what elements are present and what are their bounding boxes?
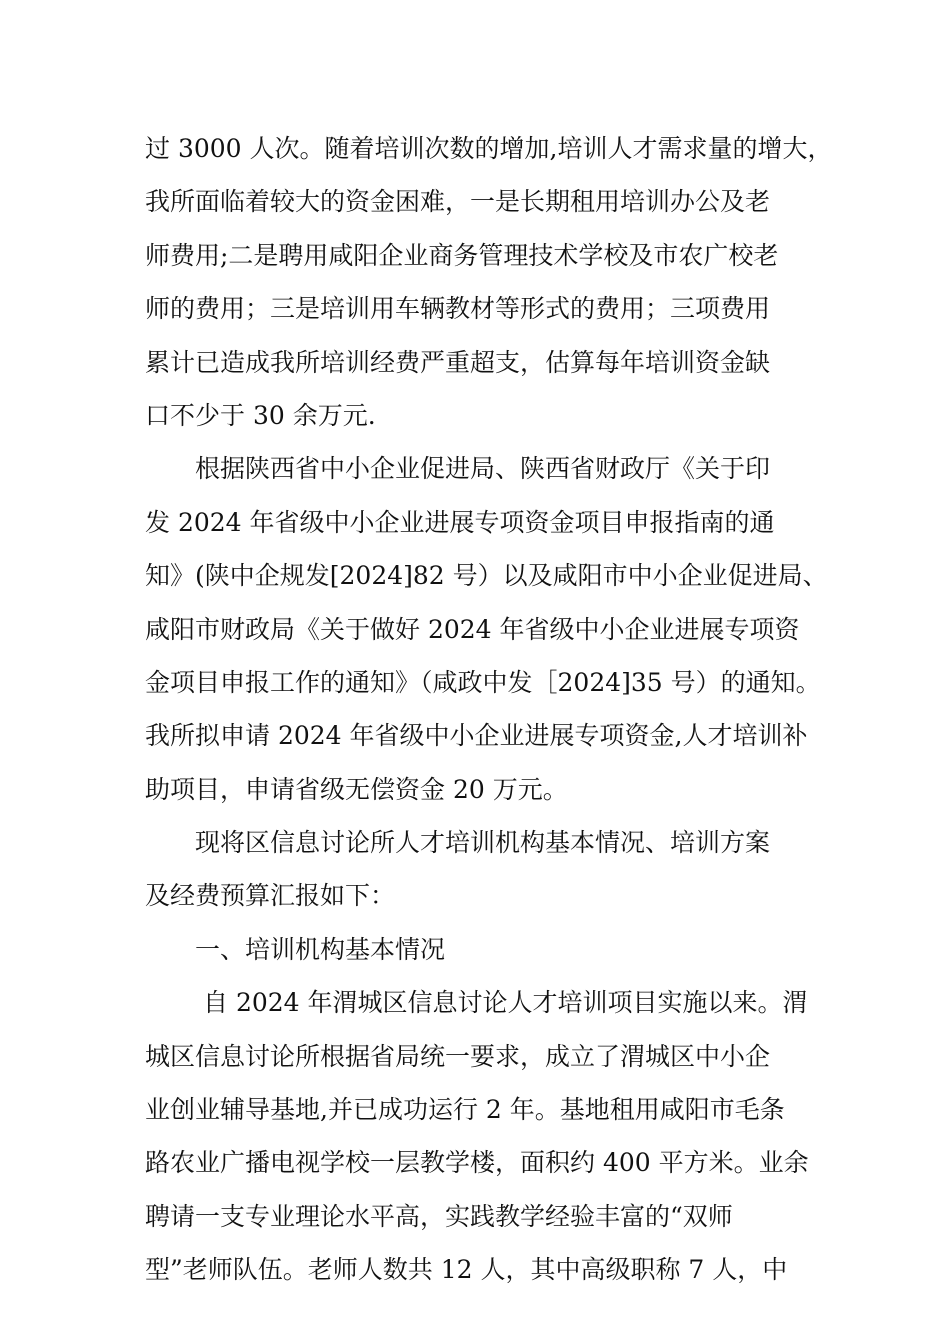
text-line: 聘请一支专业理论水平高，实践教学经验丰富的“双师 xyxy=(145,1201,733,1231)
document-body xyxy=(145,127,845,1302)
section-heading: 一、培训机构基本情况 xyxy=(195,934,446,964)
text-line: 路农业广播电视学校一层教学楼，面积约 400 平方米。业余 xyxy=(145,1148,809,1178)
paragraph-first-line: 根据陕西省中小企业促进局、陕西省财政厅《关于印 xyxy=(195,454,771,484)
text-line: 我所拟申请 2024 年省级中小企业进展专项资金,人才培训补 xyxy=(145,721,808,751)
text-line: 师费用;二是聘用咸阳企业商务管理技术学校及市农广校老 xyxy=(145,240,779,270)
text-line: 师的费用；三是培训用车辆教材等形式的费用；三项费用 xyxy=(145,294,771,324)
text-line: 金项目申报工作的通知》（咸政中发［2024]35 号）的通知。 xyxy=(145,667,821,697)
text-line: 型”老师队伍。老师人数共 12 人，其中高级职称 7 人，中 xyxy=(145,1255,788,1285)
text-line: 城区信息讨论所根据省局统一要求，成立了渭城区中小企 xyxy=(145,1041,771,1071)
text-line: 发 2024 年省级中小企业进展专项资金项目申报指南的通 xyxy=(145,507,775,537)
text-line: 知》(陕中企规发[2024]82 号）以及咸阳市中小企业促进局、 xyxy=(145,561,828,591)
text-line: 过 3000 人次。随着培训次数的增加,培训人才需求量的增大， xyxy=(145,134,833,163)
text-line: 累计已造成我所培训经费严重超支，估算每年培训资金缺 xyxy=(145,347,771,377)
text-line: 业创业辅导基地,并已成功运行 2 年。基地租用咸阳市毛条 xyxy=(145,1095,785,1125)
paragraph-first-line: 现将区信息讨论所人才培训机构基本情况、培训方案 xyxy=(195,828,771,858)
text-line: 咸阳市财政局《关于做好 2024 年省级中小企业进展专项资 xyxy=(145,614,800,644)
paragraph-first-line: 自 2024 年渭城区信息讨论人才培训项目实施以来。渭 xyxy=(203,988,808,1018)
text-line: 助项目，申请省级无偿资金 20 万元。 xyxy=(145,774,568,804)
text-line: 我所面临着较大的资金困难，一是长期租用培训办公及老 xyxy=(145,187,771,217)
text-line: 及经费预算汇报如下： xyxy=(145,881,396,911)
text-line: 口不少于 30 余万元. xyxy=(145,400,376,430)
